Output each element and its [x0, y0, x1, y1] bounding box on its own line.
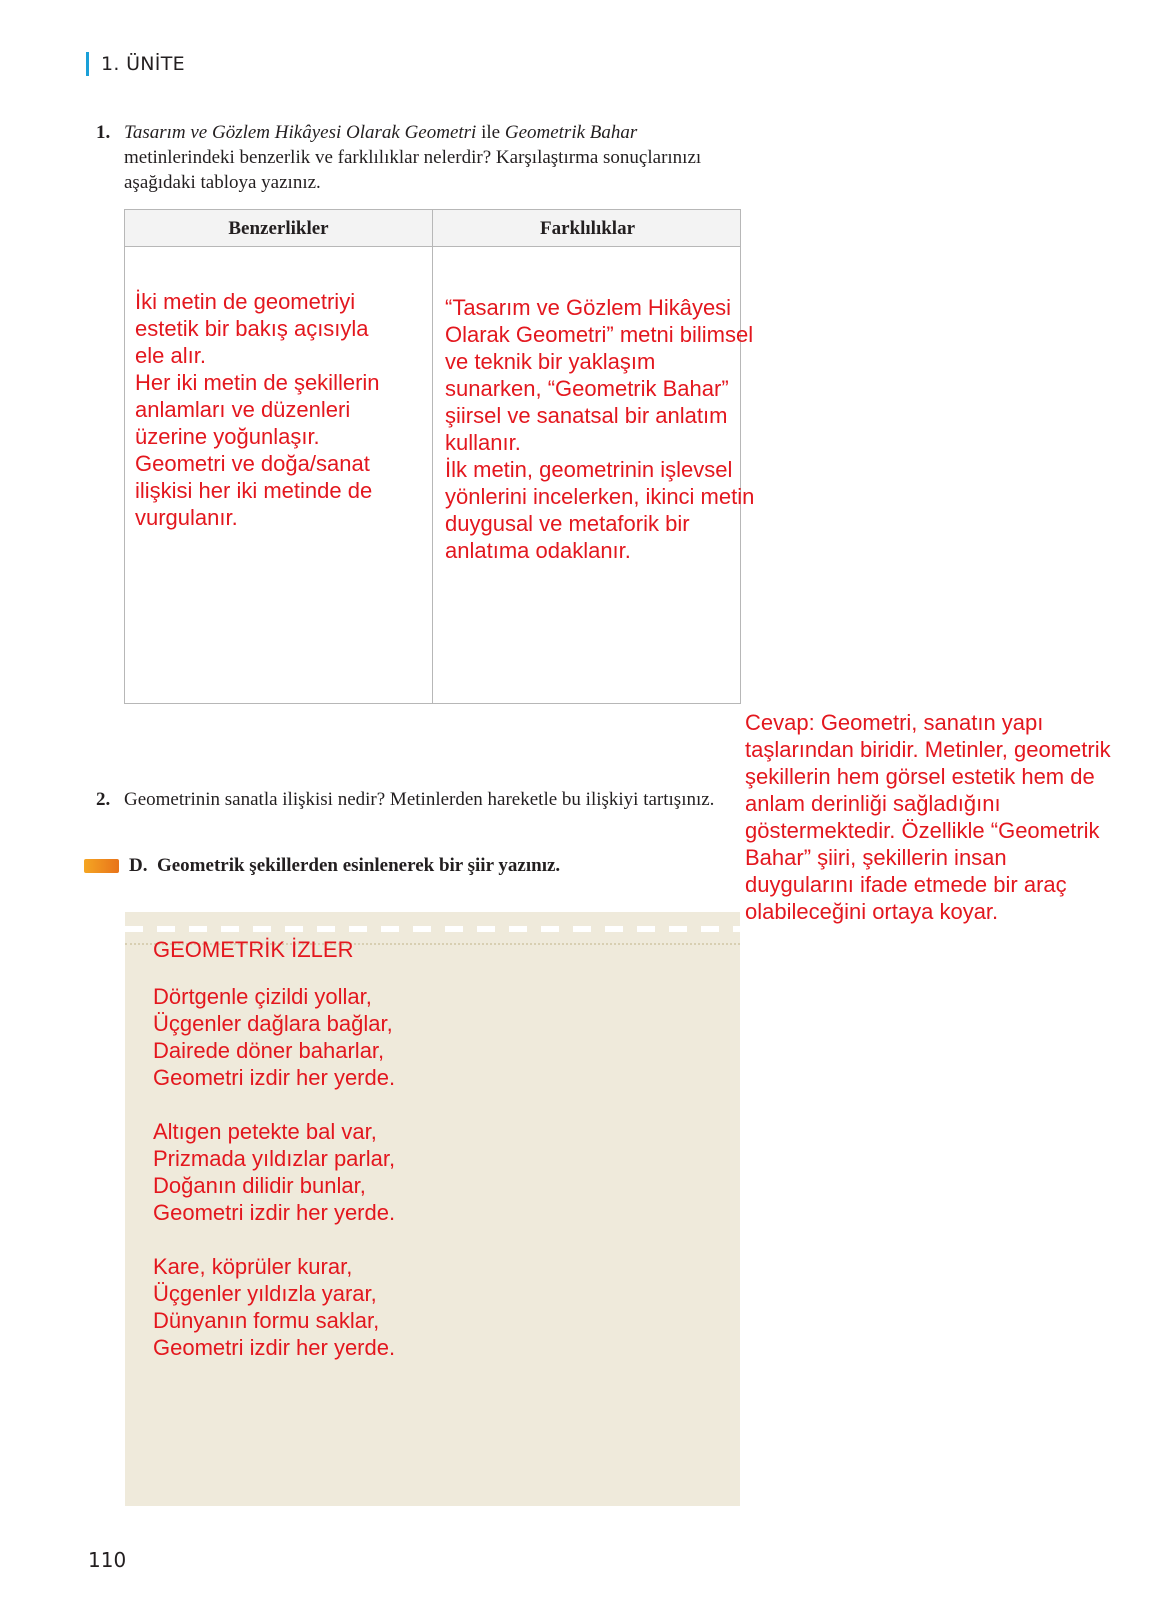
poem-box-dashed-line — [125, 926, 740, 932]
unit-accent-bar — [86, 52, 89, 76]
section-d-text: D. Geometrik şekillerden esinlenerek bir şiir yazınız. — [129, 855, 561, 876]
poem-line: Dünyanın formu saklar, — [153, 1308, 380, 1333]
unit-header — [86, 52, 185, 76]
poem-line: Üçgenler yıldızla yarar, — [153, 1281, 377, 1306]
section-d-heading — [84, 853, 560, 879]
column-header-farkliliklar: Farklılıklar — [540, 218, 635, 239]
unit-label: 1. ÜNİTE — [101, 53, 185, 75]
question-2 — [96, 787, 716, 812]
poem-stanza-1 — [153, 983, 395, 1091]
question-1-title-a: Tasarım ve Gözlem Hikâyesi Olarak Geometri — [124, 122, 477, 143]
question-1-title-b: Geometrik Bahar — [504, 122, 638, 143]
poem-title: GEOMETRİK İZLER — [153, 937, 354, 962]
poem-line: Geometri izdir her yerde. — [153, 1335, 396, 1360]
poem-stanza-2 — [153, 1118, 395, 1226]
page-number: 110 — [88, 1548, 127, 1572]
poem-line: Altıgen petekte bal var, — [153, 1119, 377, 1144]
poem-line: Prizmada yıldızlar parlar, — [153, 1146, 396, 1171]
answer-benzerlikler: İki metin de geometriyi estetik bir bakış açısıyla ele alır. Her iki metin de şekillerin anlamları ve düzenleri üzerine yoğunlaşır. Geometri ve doğa/sanat ilişkisi her iki metinde de vurgulanır. — [135, 289, 380, 530]
question-2-number: 2. — [96, 789, 111, 810]
poem-line: Doğanın dilidir bunlar, — [153, 1173, 366, 1198]
poem-line: Geometri izdir her yerde. — [153, 1065, 396, 1090]
question-1-connector: ile — [476, 122, 505, 143]
poem-line: Dörtgenle çizildi yollar, — [153, 984, 372, 1009]
poem-line: Geometri izdir her yerde. — [153, 1200, 396, 1225]
question-1-number: 1. — [96, 122, 111, 143]
poem-stanza-3 — [153, 1253, 395, 1361]
poem-line: Kare, köprüler kurar, — [153, 1254, 353, 1279]
question-2-text: Geometrinin sanatla ilişkisi nedir? Metinlerden hareketle bu ilişkiyi tartışınız. — [124, 789, 715, 810]
question-1-rest: metinlerindeki benzerlik ve farklılıklar nelerdir? Karşılaştırma sonuçlarınızı aşağıdaki tabloya yazınız. — [124, 147, 702, 193]
answer-question-2: Cevap: Geometri, sanatın yapı taşlarından biridir. Metinler, geometrik şekillerin hem görsel estetik hem de anlam derinliği sağladığını göstermektedir. Özellikle “Geometrik Bahar” şiiri, şekillerin insan duygularını ifade etmede bir araç olabileceğini ortaya koyar. — [745, 710, 1111, 924]
poem-line: Dairede döner baharlar, — [153, 1038, 385, 1063]
column-header-benzerlikler: Benzerlikler — [228, 218, 329, 239]
section-badge-icon — [84, 859, 119, 873]
question-1 — [96, 120, 716, 195]
comparison-table-divider — [432, 210, 433, 703]
question-1-text — [124, 120, 716, 195]
answer-farkliliklar: “Tasarım ve Gözlem Hikâyesi Olarak Geometri” metni bilimsel ve teknik bir yaklaşım sunarken, “Geometrik Bahar” şiirsel ve sanatsal bir anlatım kullanır. İlk metin, geometrinin işlevsel yönlerini incelerken, ikinci metin duygusal ve metaforik bir anlatıma odaklanır. — [445, 295, 755, 563]
poem-line: Üçgenler dağlara bağlar, — [153, 1011, 393, 1036]
